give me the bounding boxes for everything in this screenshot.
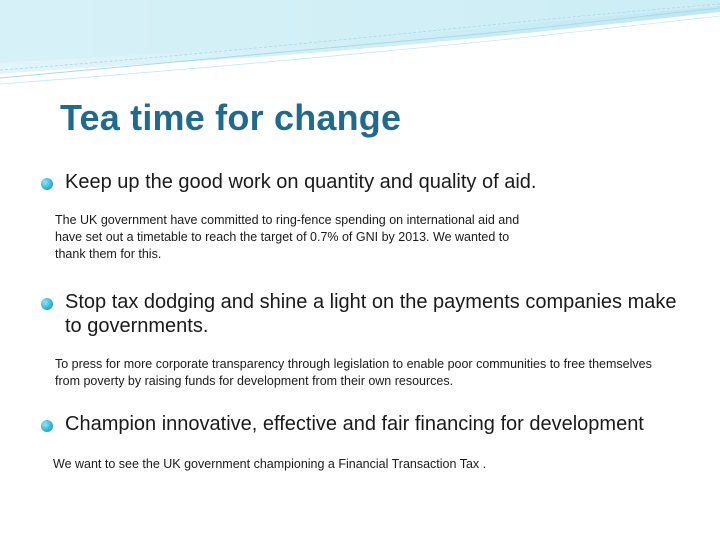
bullet-row [40, 290, 690, 338]
bullet-icon [41, 420, 53, 432]
bullet-subtext: The UK government have committed to ring-fence spending on international aid and have set out a timetable to reach the target of 0.7% of GNI by 2013. We wanted to thank them for this. [55, 213, 520, 261]
bullet-text: Champion innovative, effective and fair financing for development [65, 413, 644, 435]
bullet-subtext: We want to see the UK government championing a Financial Transaction Tax . [53, 457, 487, 471]
bullet-item [40, 290, 690, 390]
bullet-icon [41, 298, 53, 310]
bullet-row [40, 170, 690, 194]
wave-decoration [0, 0, 720, 90]
bullet-item [40, 170, 690, 263]
bullet-text: Keep up the good work on quantity and quality of aid. [65, 171, 537, 193]
bullet-subtext: To press for more corporate transparency through legislation to enable poor communities to free themselves from poverty by raising funds for development from their own resources. [55, 357, 652, 388]
bullet-row [40, 412, 690, 436]
slide-title: Tea time for change [60, 97, 402, 138]
bullet-icon [41, 178, 53, 190]
bullet-item [40, 412, 690, 473]
bullet-text: Stop tax dodging and shine a light on the payments companies make to governments. [65, 291, 677, 337]
